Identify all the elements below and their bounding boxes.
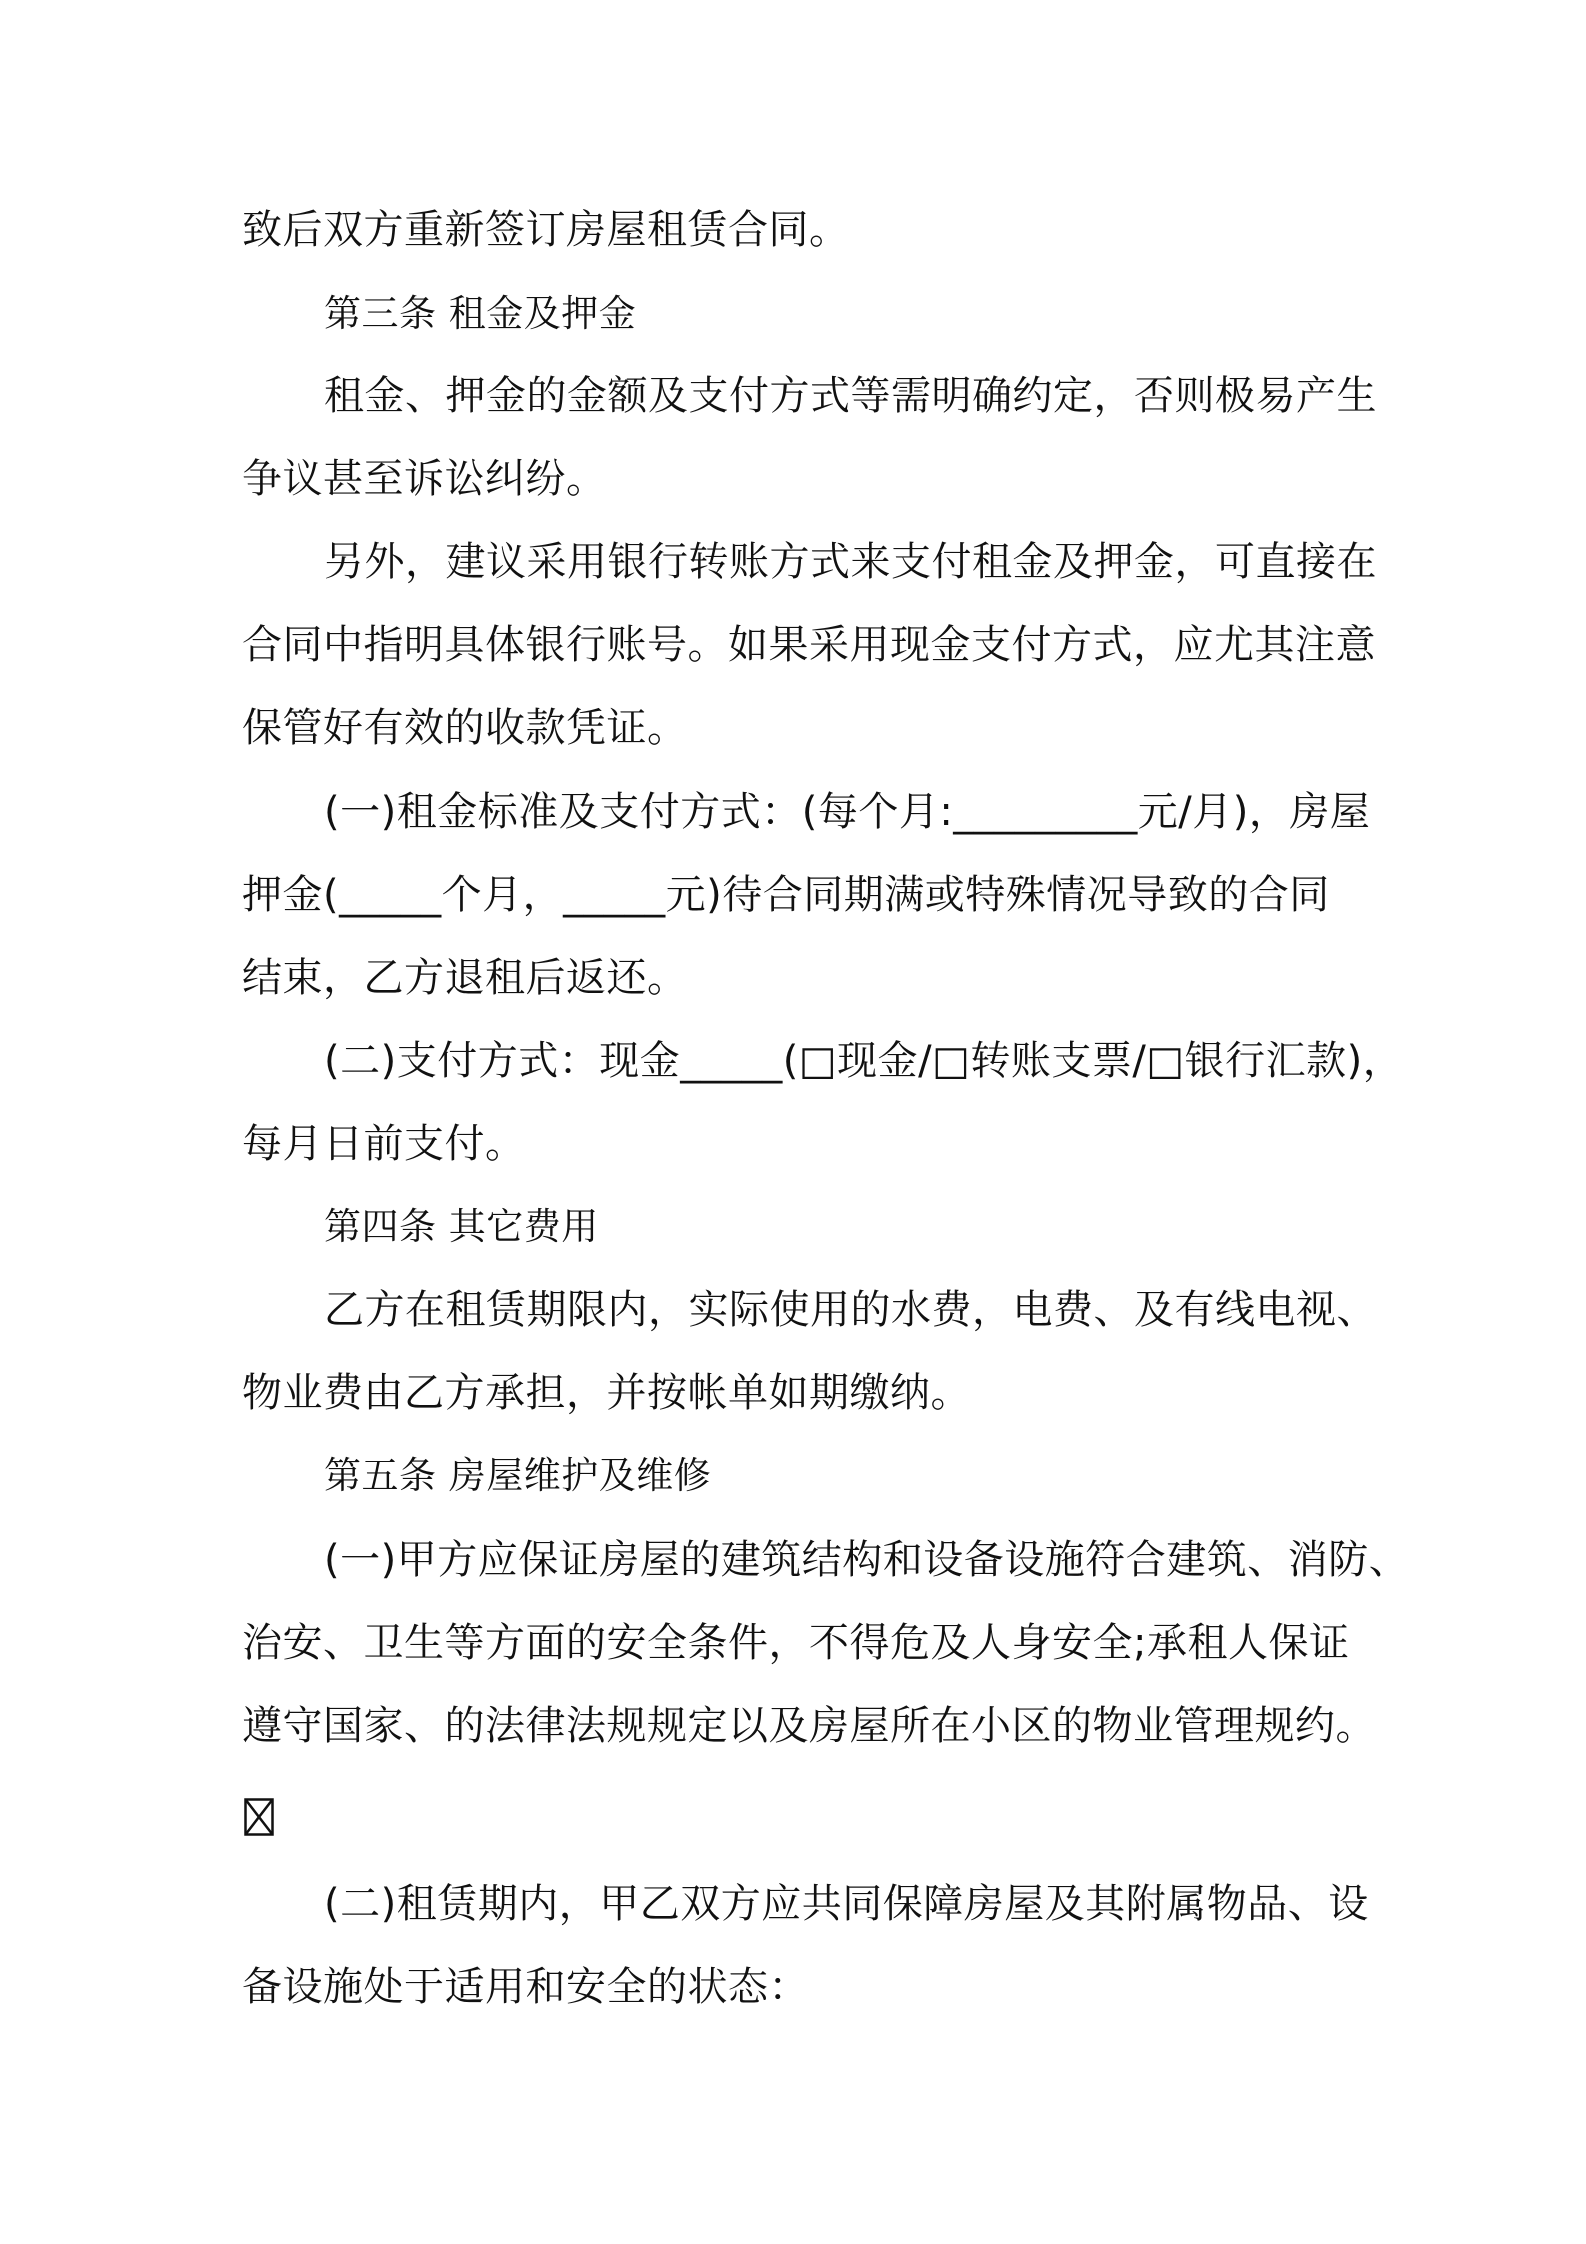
paragraph-line: 押金(_____个月，_____元)待合同期满或特殊情况导致的合同 <box>242 872 1330 918</box>
boxed-x-icon <box>244 1798 274 1836</box>
paragraph-line: 物业费由乙方承担，并按帐单如期缴纳。 <box>242 1370 971 1416</box>
paragraph-line: 结束，乙方退租后返还。 <box>242 955 688 1001</box>
paragraph-line: (一)租金标准及支付方式：(每个月:_________元/月)，房屋 <box>324 789 1371 835</box>
article-5-heading: 第五条 房屋维护及维修 <box>324 1454 712 1497</box>
paragraph-line: 遵守国家、的法律法规规定以及房屋所在小区的物业管理规约。 <box>242 1703 1376 1749</box>
paragraph-line: 致后双方重新签订房屋租赁合同。 <box>242 207 850 253</box>
paragraph-line: 每月日前支付。 <box>242 1121 526 1167</box>
paragraph-line: (二)租赁期内，甲乙双方应共同保障房屋及其附属物品、设 <box>324 1881 1369 1927</box>
paragraph-line: 治安、卫生等方面的安全条件，不得危及人身安全;承租人保证 <box>242 1620 1350 1666</box>
paragraph-line: (二)支付方式：现金_____(□现金/□转账支票/□银行汇款)， <box>324 1038 1404 1084</box>
paragraph-line: 乙方在租赁期限内，实际使用的水费，电费、及有线电视、 <box>324 1287 1377 1333</box>
article-4-heading: 第四条 其它费用 <box>324 1205 599 1248</box>
paragraph-line: 租金、押金的金额及支付方式等需明确约定，否则极易产生 <box>324 373 1377 419</box>
paragraph-line: 备设施处于适用和安全的状态： <box>242 1964 809 2010</box>
paragraph-line: 另外，建议采用银行转账方式来支付租金及押金，可直接在 <box>324 539 1377 585</box>
paragraph-line: (一)甲方应保证房屋的建筑结构和设备设施符合建筑、消防、 <box>324 1537 1410 1583</box>
paragraph-line: 合同中指明具体银行账号。如果采用现金支付方式，应尤其注意 <box>242 622 1376 668</box>
article-3-heading: 第三条 租金及押金 <box>324 292 637 335</box>
paragraph-line: 保管好有效的收款凭证。 <box>242 705 688 751</box>
paragraph-line: 争议甚至诉讼纠纷。 <box>242 456 607 502</box>
